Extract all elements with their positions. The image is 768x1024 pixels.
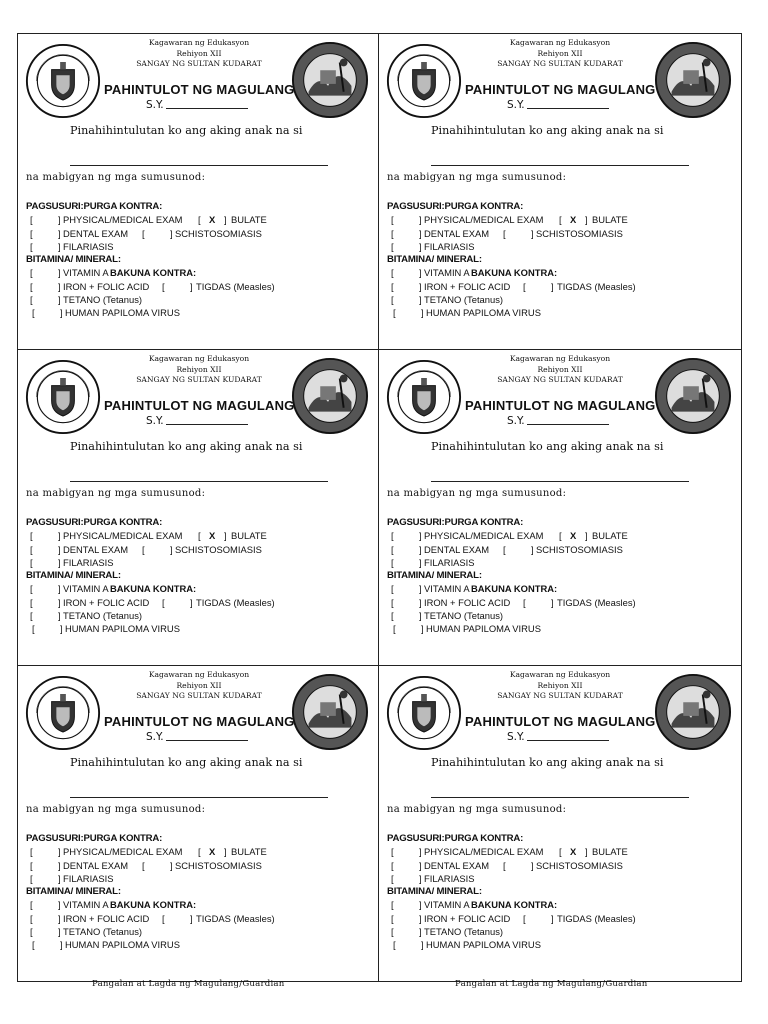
check-mark: X — [570, 214, 577, 226]
checklist-row[interactable]: [ ] VITAMIN A BAKUNA KONTRA: — [30, 583, 197, 595]
item-hpv: HUMAN PAPILOMA VIRUS — [65, 307, 180, 319]
section-vaccine: BAKUNA KONTRA: — [110, 583, 197, 595]
school-year-field[interactable] — [507, 98, 609, 111]
checklist-row[interactable]: [ ] FILARIASIS — [391, 556, 475, 568]
region-name: Rehiyon XII — [537, 680, 583, 690]
item-iron: IRON + FOLIC ACID — [63, 280, 150, 292]
checklist-row[interactable]: [ ] IRON + FOLIC ACID [ ] TIGDAS (Measles) — [391, 596, 636, 608]
checklist-row[interactable]: [ ] FILARIASIS — [391, 240, 475, 252]
checklist-row[interactable]: [ ] DENTAL EXAM [ ] SCHISTOSOMIASIS — [30, 543, 262, 555]
checklist-row[interactable]: [ ] DENTAL EXAM [ ] SCHISTOSOMIASIS — [391, 859, 623, 871]
item-filariasis: FILARIASIS — [63, 240, 114, 252]
form-title: PAHINTULOT NG MAGULANG — [104, 398, 295, 413]
section-deworm: PURGA KONTRA: — [83, 201, 163, 212]
checklist-row[interactable]: [ ] DENTAL EXAM [ ] SCHISTOSOMIASIS — [391, 543, 623, 555]
item-schisto: SCHISTOSOMIASIS — [175, 227, 262, 239]
consent-statement: Pinahihintulutan ko ang aking anak na si — [431, 440, 664, 453]
section-exam: PAGSUSURI: — [387, 833, 445, 844]
agency-header — [114, 670, 284, 702]
item-dental: DENTAL EXAM — [424, 227, 490, 239]
section-deworm: PURGA KONTRA: — [444, 833, 524, 844]
checklist-row[interactable]: [ ] PHYSICAL/MEDICAL EXAM [ X ] BULATE — [391, 846, 628, 858]
item-physical: PHYSICAL/MEDICAL EXAM — [424, 530, 544, 542]
division-seal-icon — [291, 41, 369, 119]
checklist-row[interactable]: [ ] HUMAN PAPILOMA VIRUS — [393, 307, 541, 319]
agency-name: Kagawaran ng Edukasyon — [148, 670, 250, 679]
checklist-row[interactable]: [ ] IRON + FOLIC ACID [ ] TIGDAS (Measles) — [391, 912, 636, 924]
item-bulate: BULATE — [592, 530, 628, 542]
check-mark: X — [570, 846, 577, 858]
deped-seal-icon — [25, 675, 101, 751]
item-vitamin-a: VITAMIN A — [63, 267, 109, 279]
grant-statement: na mabigyan ng mga sumusunod: — [387, 804, 567, 815]
child-name-line[interactable] — [431, 481, 689, 482]
checklist-row[interactable]: [ ] HUMAN PAPILOMA VIRUS — [32, 307, 180, 319]
section-vitamins: BITAMINA/ MINERAL: — [387, 254, 482, 266]
consent-statement: Pinahihintulutan ko ang aking anak na si — [431, 756, 664, 769]
form-title: PAHINTULOT NG MAGULANG — [465, 82, 656, 97]
section-vitamins: BITAMINA/ MINERAL: — [26, 570, 121, 582]
school-year-field[interactable] — [507, 414, 609, 427]
checklist-row[interactable]: [ ] VITAMIN A BAKUNA KONTRA: — [391, 583, 558, 595]
checklist-row[interactable]: [ ] TETANO (Tetanus) — [391, 294, 504, 306]
checklist-row[interactable]: [ ] FILARIASIS — [391, 872, 475, 884]
section-vaccine: BAKUNA KONTRA: — [471, 899, 558, 911]
section-exam: PAGSUSURI: — [387, 517, 445, 528]
checklist-row[interactable]: [ ] FILARIASIS — [30, 556, 114, 568]
school-year-field[interactable] — [146, 414, 248, 427]
grant-statement: na mabigyan ng mga sumusunod: — [26, 804, 206, 815]
division-seal-icon — [291, 357, 369, 435]
form-title: PAHINTULOT NG MAGULANG — [465, 714, 656, 729]
item-hpv: HUMAN PAPILOMA VIRUS — [426, 623, 541, 635]
grant-statement: na mabigyan ng mga sumusunod: — [26, 172, 206, 183]
agency-name: Kagawaran ng Edukasyon — [148, 38, 250, 47]
item-physical: PHYSICAL/MEDICAL EXAM — [63, 846, 183, 858]
consent-statement: Pinahihintulutan ko ang aking anak na si — [70, 124, 303, 137]
item-hpv: HUMAN PAPILOMA VIRUS — [426, 939, 541, 951]
checklist-row[interactable]: [ ] HUMAN PAPILOMA VIRUS — [32, 939, 180, 951]
school-year-label: S.Y. — [507, 415, 525, 427]
section-vitamins: BITAMINA/ MINERAL: — [26, 886, 121, 898]
section-vaccine: BAKUNA KONTRA: — [471, 583, 558, 595]
item-vitamin-a: VITAMIN A — [424, 267, 470, 279]
agency-header — [475, 38, 645, 70]
item-dental: DENTAL EXAM — [63, 543, 129, 555]
item-iron: IRON + FOLIC ACID — [63, 596, 150, 608]
item-tetano: TETANO (Tetanus) — [63, 294, 143, 306]
item-iron: IRON + FOLIC ACID — [63, 912, 150, 924]
school-year-label: S.Y. — [146, 99, 164, 111]
item-vitamin-a: VITAMIN A — [424, 899, 470, 911]
deped-seal-icon — [25, 359, 101, 435]
checklist-row[interactable]: [ ] VITAMIN A BAKUNA KONTRA: — [391, 899, 558, 911]
signature-caption-left: Pangalan at Lagda ng Magulang/Guardian — [92, 979, 285, 989]
consent-slip — [17, 665, 379, 982]
item-tigdas: TIGDAS (Measles) — [557, 912, 636, 924]
item-tigdas: TIGDAS (Measles) — [557, 596, 636, 608]
item-tigdas: TIGDAS (Measles) — [196, 596, 275, 608]
school-year-label: S.Y. — [507, 99, 525, 111]
item-hpv: HUMAN PAPILOMA VIRUS — [426, 307, 541, 319]
item-tetano: TETANO (Tetanus) — [63, 926, 143, 938]
deped-seal-icon — [25, 43, 101, 119]
checklist-row[interactable]: [ ] FILARIASIS — [30, 240, 114, 252]
checklist-row[interactable]: [ ] DENTAL EXAM [ ] SCHISTOSOMIASIS — [30, 859, 262, 871]
checklist-row[interactable]: [ ] VITAMIN A BAKUNA KONTRA: — [30, 899, 197, 911]
section-exam: PAGSUSURI: — [26, 833, 84, 844]
section-exam: PAGSUSURI: — [26, 201, 84, 212]
item-vitamin-a: VITAMIN A — [63, 899, 109, 911]
section-vaccine: BAKUNA KONTRA: — [110, 899, 197, 911]
item-physical: PHYSICAL/MEDICAL EXAM — [63, 530, 183, 542]
item-filariasis: FILARIASIS — [424, 240, 475, 252]
region-name: Rehiyon XII — [176, 680, 222, 690]
deped-seal-icon — [386, 675, 462, 751]
item-dental: DENTAL EXAM — [63, 859, 129, 871]
section-deworm: PURGA KONTRA: — [444, 201, 524, 212]
child-name-line[interactable] — [431, 797, 689, 798]
school-year-label: S.Y. — [146, 415, 164, 427]
consent-slip-sheet — [18, 34, 742, 982]
item-hpv: HUMAN PAPILOMA VIRUS — [65, 939, 180, 951]
checklist-row[interactable]: [ ] VITAMIN A BAKUNA KONTRA: — [30, 267, 197, 279]
item-schisto: SCHISTOSOMIASIS — [536, 227, 623, 239]
checklist-row[interactable]: [ ] FILARIASIS — [30, 872, 114, 884]
consent-statement: Pinahihintulutan ko ang aking anak na si — [431, 124, 664, 137]
section-exam: PAGSUSURI: — [387, 201, 445, 212]
section-vitamins: BITAMINA/ MINERAL: — [387, 886, 482, 898]
division-seal-icon — [654, 673, 732, 751]
check-mark: X — [209, 214, 216, 226]
region-name: Rehiyon XII — [176, 48, 222, 58]
checklist — [387, 832, 737, 952]
checklist-row[interactable]: [ ] TETANO (Tetanus) — [391, 610, 504, 622]
form-title: PAHINTULOT NG MAGULANG — [104, 714, 295, 729]
item-tetano: TETANO (Tetanus) — [424, 926, 504, 938]
form-title: PAHINTULOT NG MAGULANG — [465, 398, 656, 413]
item-dental: DENTAL EXAM — [63, 227, 129, 239]
item-filariasis: FILARIASIS — [424, 872, 475, 884]
checklist — [387, 516, 737, 636]
check-mark: X — [209, 530, 216, 542]
agency-name: Kagawaran ng Edukasyon — [509, 354, 611, 363]
agency-name: Kagawaran ng Edukasyon — [148, 354, 250, 363]
item-bulate: BULATE — [592, 214, 628, 226]
child-name-line[interactable] — [70, 481, 328, 482]
section-vitamins: BITAMINA/ MINERAL: — [387, 570, 482, 582]
checklist — [26, 200, 376, 320]
division-name: SANGAY NG SULTAN KUDARAT — [136, 691, 262, 700]
checklist-row[interactable]: [ ] IRON + FOLIC ACID [ ] TIGDAS (Measles) — [30, 912, 275, 924]
school-year-label: S.Y. — [507, 731, 525, 743]
item-filariasis: FILARIASIS — [63, 872, 114, 884]
item-tigdas: TIGDAS (Measles) — [196, 280, 275, 292]
checklist-row[interactable]: [ ] HUMAN PAPILOMA VIRUS — [393, 939, 541, 951]
item-bulate: BULATE — [592, 846, 628, 858]
item-bulate: BULATE — [231, 530, 267, 542]
item-hpv: HUMAN PAPILOMA VIRUS — [65, 623, 180, 635]
region-name: Rehiyon XII — [537, 364, 583, 374]
agency-header — [475, 670, 645, 702]
item-bulate: BULATE — [231, 214, 267, 226]
child-name-line[interactable] — [70, 165, 328, 166]
item-iron: IRON + FOLIC ACID — [424, 280, 511, 292]
division-seal-icon — [654, 357, 732, 435]
check-mark: X — [209, 846, 216, 858]
checklist-row[interactable]: [ ] DENTAL EXAM [ ] SCHISTOSOMIASIS — [30, 227, 262, 239]
school-year-field[interactable] — [507, 730, 609, 743]
checklist-row[interactable]: [ ] TETANO (Tetanus) — [30, 294, 143, 306]
checklist-row[interactable]: [ ] PHYSICAL/MEDICAL EXAM [ X ] BULATE — [30, 214, 267, 226]
item-physical: PHYSICAL/MEDICAL EXAM — [424, 214, 544, 226]
checklist-row[interactable]: [ ] PHYSICAL/MEDICAL EXAM [ X ] BULATE — [30, 846, 267, 858]
grant-statement: na mabigyan ng mga sumusunod: — [26, 488, 206, 499]
checklist-row[interactable]: [ ] IRON + FOLIC ACID [ ] TIGDAS (Measles) — [30, 280, 275, 292]
checklist-row[interactable]: [ ] TETANO (Tetanus) — [391, 926, 504, 938]
division-name: SANGAY NG SULTAN KUDARAT — [136, 59, 262, 68]
item-schisto: SCHISTOSOMIASIS — [536, 859, 623, 871]
signature-caption-right: Pangalan at Lagda ng Magulang/Guardian — [455, 979, 648, 989]
section-vaccine: BAKUNA KONTRA: — [110, 267, 197, 279]
checklist-row[interactable]: [ ] PHYSICAL/MEDICAL EXAM [ X ] BULATE — [391, 214, 628, 226]
child-name-line[interactable] — [70, 797, 328, 798]
section-vitamins: BITAMINA/ MINERAL: — [26, 254, 121, 266]
school-year-field[interactable] — [146, 730, 248, 743]
agency-name: Kagawaran ng Edukasyon — [509, 670, 611, 679]
division-name: SANGAY NG SULTAN KUDARAT — [497, 691, 623, 700]
agency-name: Kagawaran ng Edukasyon — [509, 38, 611, 47]
consent-slip — [378, 349, 742, 666]
item-tetano: TETANO (Tetanus) — [424, 294, 504, 306]
checklist — [387, 200, 737, 320]
item-tetano: TETANO (Tetanus) — [63, 610, 143, 622]
school-year-label: S.Y. — [146, 731, 164, 743]
agency-header — [114, 38, 284, 70]
grant-statement: na mabigyan ng mga sumusunod: — [387, 172, 567, 183]
checklist-row[interactable]: [ ] IRON + FOLIC ACID [ ] TIGDAS (Measles) — [30, 596, 275, 608]
division-seal-icon — [291, 673, 369, 751]
division-name: SANGAY NG SULTAN KUDARAT — [136, 375, 262, 384]
deped-seal-icon — [386, 43, 462, 119]
item-vitamin-a: VITAMIN A — [63, 583, 109, 595]
section-exam: PAGSUSURI: — [26, 517, 84, 528]
consent-slip — [17, 349, 379, 666]
consent-statement: Pinahihintulutan ko ang aking anak na si — [70, 440, 303, 453]
item-physical: PHYSICAL/MEDICAL EXAM — [424, 846, 544, 858]
form-title: PAHINTULOT NG MAGULANG — [104, 82, 295, 97]
agency-header — [475, 354, 645, 386]
checklist-row[interactable]: [ ] PHYSICAL/MEDICAL EXAM [ X ] BULATE — [30, 530, 267, 542]
item-vitamin-a: VITAMIN A — [424, 583, 470, 595]
grant-statement: na mabigyan ng mga sumusunod: — [387, 488, 567, 499]
item-filariasis: FILARIASIS — [63, 556, 114, 568]
consent-slip — [17, 33, 379, 350]
checklist-row[interactable]: [ ] HUMAN PAPILOMA VIRUS — [393, 623, 541, 635]
region-name: Rehiyon XII — [176, 364, 222, 374]
division-seal-icon — [654, 41, 732, 119]
checklist — [26, 832, 376, 952]
checklist-row[interactable]: [ ] PHYSICAL/MEDICAL EXAM [ X ] BULATE — [391, 530, 628, 542]
consent-slip — [378, 33, 742, 350]
school-year-field[interactable] — [146, 98, 248, 111]
region-name: Rehiyon XII — [537, 48, 583, 58]
checklist-row[interactable]: [ ] DENTAL EXAM [ ] SCHISTOSOMIASIS — [391, 227, 623, 239]
agency-header — [114, 354, 284, 386]
section-deworm: PURGA KONTRA: — [444, 517, 524, 528]
deped-seal-icon — [386, 359, 462, 435]
item-dental: DENTAL EXAM — [424, 859, 490, 871]
item-filariasis: FILARIASIS — [424, 556, 475, 568]
checklist-row[interactable]: [ ] IRON + FOLIC ACID [ ] TIGDAS (Measles) — [391, 280, 636, 292]
item-schisto: SCHISTOSOMIASIS — [175, 543, 262, 555]
checklist-row[interactable]: [ ] HUMAN PAPILOMA VIRUS — [32, 623, 180, 635]
item-iron: IRON + FOLIC ACID — [424, 596, 511, 608]
section-deworm: PURGA KONTRA: — [83, 517, 163, 528]
item-iron: IRON + FOLIC ACID — [424, 912, 511, 924]
item-bulate: BULATE — [231, 846, 267, 858]
section-deworm: PURGA KONTRA: — [83, 833, 163, 844]
division-name: SANGAY NG SULTAN KUDARAT — [497, 375, 623, 384]
division-name: SANGAY NG SULTAN KUDARAT — [497, 59, 623, 68]
checklist-row[interactable]: [ ] TETANO (Tetanus) — [30, 926, 143, 938]
checklist-row[interactable]: [ ] VITAMIN A BAKUNA KONTRA: — [391, 267, 558, 279]
child-name-line[interactable] — [431, 165, 689, 166]
item-tigdas: TIGDAS (Measles) — [196, 912, 275, 924]
checklist — [26, 516, 376, 636]
item-tigdas: TIGDAS (Measles) — [557, 280, 636, 292]
item-physical: PHYSICAL/MEDICAL EXAM — [63, 214, 183, 226]
item-tetano: TETANO (Tetanus) — [424, 610, 504, 622]
item-dental: DENTAL EXAM — [424, 543, 490, 555]
item-schisto: SCHISTOSOMIASIS — [536, 543, 623, 555]
consent-slip — [378, 665, 742, 982]
consent-statement: Pinahihintulutan ko ang aking anak na si — [70, 756, 303, 769]
checklist-row[interactable]: [ ] TETANO (Tetanus) — [30, 610, 143, 622]
check-mark: X — [570, 530, 577, 542]
item-schisto: SCHISTOSOMIASIS — [175, 859, 262, 871]
section-vaccine: BAKUNA KONTRA: — [471, 267, 558, 279]
